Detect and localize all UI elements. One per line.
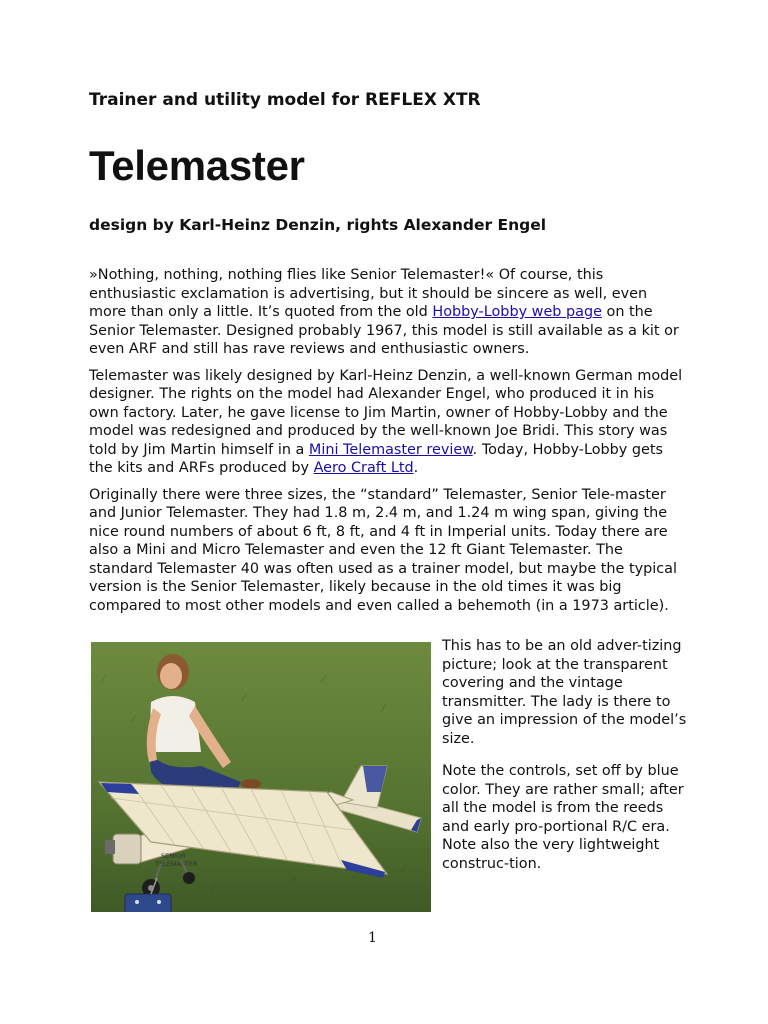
document-title: Telemaster: [89, 142, 305, 189]
paragraph-text: on the Senior Telemaster. Designed probably 1967, this model is still available as a kit or even ARF and still has rave reviews and enthusiastic owners.: [89, 304, 679, 357]
document-subtitle: Trainer and utility model for REFLEX XTR: [89, 90, 481, 110]
paragraph-sizes: Originally there were three sizes, the “standard” Telemaster, Senior Tele-master and Junior Telemaster. They had 1.8 m, 2.4 m, and 1.24 m wing span, giving the nice round numbers of about 6 ft, 8 ft, and 4 ft in Imperial units. Today there are also a Mini and Micro Telemaster and even the 12 ft Giant Telemaster. The standard Telemaster 40 was often used as a trainer model, but maybe the typical version is the Senior Telemaster, likely because in the old times it was big compared to most other models and even called a behemoth (in a 1973 article).: [89, 486, 677, 614]
hobby-lobby-link[interactable]: Hobby-Lobby web page: [432, 304, 602, 320]
photo-caption: [442, 637, 692, 887]
paragraph-history: [89, 367, 685, 478]
paragraph-text: »Nothing, nothing, nothing flies like Senior Telemaster!« Of course, this enthusiastic exclamation is advertising, but it should be sincere as well, even more than only a little. It’s quoted from the old: [89, 267, 648, 320]
document-byline: design by Karl-Heinz Denzin, rights Alexander Engel: [89, 216, 547, 234]
body-text: [89, 266, 685, 615]
telemaster-photo: [91, 642, 431, 912]
aero-craft-link[interactable]: Aero Craft Ltd: [313, 460, 414, 476]
page-number: 1: [368, 930, 377, 946]
caption-paragraph: This has to be an old adver-tizing picture; look at the transparent covering and the vintage transmitter. The lady is there to give an impression of the model’s size.: [442, 638, 687, 747]
paragraph-intro: [89, 266, 685, 359]
mini-telemaster-review-link[interactable]: Mini Telemaster review: [308, 441, 473, 458]
fuselage-label-line2: TELEMASTER: [155, 860, 198, 868]
fuselage-label-line1: SENIOR: [161, 852, 186, 860]
paragraph-text: .: [413, 460, 419, 476]
paragraph-text: Telemaster was likely designed by Karl-Heinz Denzin, a well-known German model designer. The rights on the model had Alexander Engel, who produced it in his own factory. Later, he gave license to Jim Martin, owner of Hobby-Lobby and the model was redesigned and produced by the well-known Joe Bridi. This story was told by Jim Martin himself in a: [89, 367, 683, 458]
paragraph-text: . Today, Hobby-Lobby gets the kits and ARFs produced by: [89, 441, 663, 476]
caption-paragraph: Note the controls, set off by blue color. They are rather small; after all the model is from the reeds and early pro-portional R/C era. Note also the very lightweight construc-tion.: [442, 763, 684, 872]
